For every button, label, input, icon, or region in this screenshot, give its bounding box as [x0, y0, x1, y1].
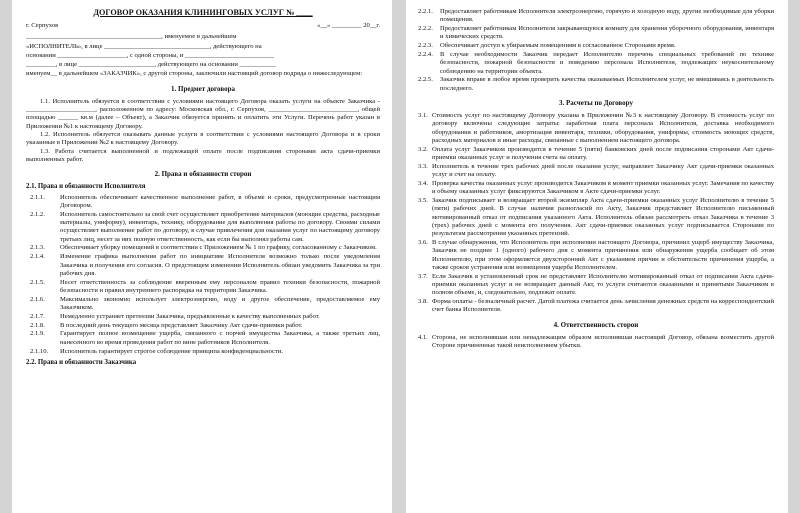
clause-text: Исполнитель гарантирует строгое соблюдение принципа конфиденциальности.	[60, 347, 284, 355]
clause-item	[418, 180, 774, 197]
clause-item	[418, 197, 774, 238]
city: г. Серпухов	[26, 22, 59, 29]
document-page-right	[406, 0, 788, 513]
clause-list-3	[418, 112, 774, 315]
clause-item	[26, 253, 380, 278]
clause-item	[26, 322, 380, 330]
clause-text: В случае необходимости Заказчик передает Исполнителю перечень специальных требований по технике безопасности, пожарной безопасности и поведению персонала Исполнителя, подлежащих неукоснительному соблюдению на территории объекта.	[440, 50, 774, 75]
subsection-2-2-heading: 2.2. Права и обязанности Заказчика	[26, 358, 137, 366]
clause-1-3: 1.3. Работа считается выполненной и подлежащей оплате после подписания сторонами акта сдачи-приемки выполненных работ.	[26, 147, 380, 163]
clause-number: 3.4.	[418, 179, 428, 187]
clause-number: 2.1.3.	[30, 244, 45, 252]
clause-number: 2.1.9.	[30, 330, 45, 338]
clause-number: 2.1.4.	[30, 253, 45, 261]
clause-text: Исполнитель в течение трех рабочих дней после оказания услуг, направляет Заказчику Акт сдачи-приемки оказанных услуг и счет на оплату.	[432, 162, 774, 179]
clause-list-4	[418, 334, 774, 351]
clause-number: 4.1.	[418, 333, 428, 341]
parties-line-4: _________, в лице _______________________, действующего на основании ___________	[26, 61, 276, 69]
clause-item	[418, 76, 774, 93]
clause-text: В последний день текущего месяца представляет Заказчику Акт сдачи-приемки работ.	[60, 321, 303, 329]
clause-number: 3.7.	[418, 272, 428, 280]
clause-text: Несет ответственность за соблюдение вверенным ему персоналом правил техники безопасности, пожарной безопасности и правил внутреннего распорядка на территории Заказчика.	[60, 278, 380, 294]
clause-number: 2.1.2.	[30, 210, 45, 218]
parties-line-1: _________________________________________, именуемое в дальнейшем	[26, 33, 237, 41]
clause-text: Исполнитель самостоятельно за свой счет осуществляет приобретение материалов (моющие средства, расходные материалы, униформу), инвентарь, технику, оборудование для выполнения работы по договору. Своими силами осуществляет выполнение работ по договору, в случае привлечения для оказания услуг по настоящему договору третьих лиц, несет за них полную ответственность, как если бы выполнял работы сам.	[60, 210, 380, 243]
clause-text: Заказчик подписывает и возвращает второй экземпляр Акта сдачи-приемки оказанных услуг Исполнителю в течение 5 (пяти) рабочих дней. В случае наличия разногласий по Акту, Заказчик представляет Исполнителю письменный мотивированный отказ от подписания указанного Акта. Исполнитель обязан рассмотреть отказ Заказчика в течение 3 (трех) рабочих дней с момента его получения. Акт сдачи-приемки оказанных услуг подписывается Сторонами по результатам рассмотрения указанных претензий.	[432, 196, 774, 238]
clause-item	[26, 296, 380, 313]
clause-number: 2.2.5.	[418, 76, 433, 84]
clause-number: 2.1.1.	[30, 193, 45, 201]
clause-item	[26, 194, 380, 211]
clause-text: Немедленно устраняет претензии Заказчика, предъявленные к качеству выполненных работ.	[60, 312, 320, 320]
clause-text: Проверка качества оказанных услуг производится Заказчиком в момент приемки оказанных услуг. Замечания по качеству и объему оказанных услуг фиксируются Заказчиком в Акте сдачи-приемки услуг.	[432, 179, 774, 196]
clause-number: 2.2.4.	[418, 50, 433, 58]
clause-number: 3.8.	[418, 298, 428, 305]
clause-number: 2.1.6.	[30, 295, 45, 303]
clause-text: Обеспечивает уборку помещений в соответствии с Приложением № 1 по графику, согласованному с Заказчиком.	[60, 244, 377, 252]
clause-number: 2.1.10.	[30, 347, 49, 355]
clause-text: Изменение графика выполнения работ по инициативе Исполнителя возможно только после уведомления Заказчика и получения его согласия. О предстоящем изменении Исполнитель обязан уведомить Заказчика за три рабочих дня.	[60, 253, 380, 277]
parties-line-3: основании _____________________, с одной стороны, и ___________________________	[26, 51, 275, 59]
clause-text: Предоставляет работникам Исполнителя закрывающуюся комнату для хранения уборочного оборудования, инвентаря и химических средств.	[440, 25, 774, 41]
clause-number: 2.1.7.	[30, 312, 45, 320]
clause-text: Форма оплаты - безналичный расчет. Датой платежа считается день зачисления денежных средств на корреспондентский счет банка Исполнителя.	[432, 298, 774, 314]
clause-text: Оплата услуг Заказчиком производится в течение 5 (пяти) банковских дней после подписания сторонами Акт сдачи-приемки оказанных услуг и получения счета на оплату.	[432, 145, 774, 161]
clause-number: 3.5.	[418, 196, 428, 204]
clause-item	[418, 42, 774, 50]
clause-item	[26, 244, 380, 252]
contract-title: ДОГОВОР ОКАЗАНИЯ КЛИНИНГОВЫХ УСЛУГ № ____	[93, 8, 313, 17]
clause-text: Максимально экономно использует электроэнергию, воду и другое обеспечение, предоставляемое ему Заказчиком.	[60, 295, 380, 312]
clause-1-2: 1.2. Исполнитель обязуется оказывать данные услуги в соответствии с условиями настоящего Договора и в сроки указанные в Приложении №2 к настоящему Договору.	[26, 130, 380, 147]
section-2-heading: 2. Права и обязанности сторон	[154, 170, 252, 179]
clause-item	[26, 348, 380, 356]
clause-item	[418, 51, 774, 76]
clause-text: Заказчик вправе в любое время проверить качества оказываемых Исполнителем услуг, не вмешиваясь в деятельность последнего.	[440, 76, 774, 92]
clause-item	[26, 330, 380, 347]
clause-number: 3.2.	[418, 145, 428, 153]
clause-item	[418, 163, 774, 180]
clause-item	[418, 273, 774, 298]
clause-item	[26, 313, 380, 321]
clause-text: Обеспечивает доступ к убираемым помещениям в согласованное Сторонами время.	[440, 42, 676, 50]
clause-item	[418, 334, 774, 351]
city-date-row	[26, 22, 380, 30]
section-4-heading: 4. Ответственность сторон	[553, 320, 639, 329]
clause-text: Гарантирует полное возмещение ущерба, связанного с порчей имущества Заказчика, а также третьих лиц, нанесенного во время проведения работ по вине работников Исполнителя.	[60, 330, 380, 346]
clause-number: 3.1.	[418, 111, 428, 119]
clause-list-2-2	[418, 8, 774, 93]
clause-item	[418, 239, 774, 272]
clause-item	[26, 211, 380, 244]
clause-item	[26, 279, 380, 296]
clause-text: Стоимость услуг по настоящему Договору указана в Приложении №3 к настоящему Договору. В стоимость услуг по договору включены следующие затраты: заработная плата персонала Исполнителя, доставка необходимого оборудования и работников, амортизация инвентаря, техники, оборудования, униформы, стоимость моющих средств, расходных материалов и иные расходы, связанные с выполнением настоящего договора.	[432, 111, 774, 144]
document-page-left	[12, 0, 392, 513]
clause-number: 3.6.	[418, 238, 428, 246]
clause-number: 2.2.3.	[418, 42, 433, 50]
clause-text: Сторона, не исполнившая или ненадлежащим образом исполнившая настоящий Договор, обязана возместить другой Стороне причиненные такой неисполнением убытки.	[432, 333, 774, 349]
clause-list-2-1	[26, 194, 380, 356]
clause-item	[418, 146, 774, 163]
parties-line-5: именуем__ в дальнейшем «ЗАКАЗЧИК», с другой стороны, заключили настоящий договор подряда о нижеследующем:	[26, 70, 363, 78]
clause-1-1: 1.1. Исполнитель обязуется в соответствии с условиями настоящего Договора оказать услуги на объекте Заказчика - _____________________, расположенном по адресу: Московская обл., г. Серпухов, ___________________________, общей площадью ______ кв.м (далее – Объект), а Заказчик обязуется принять и оплатить эти Услуги. Перечень работ указан в Приложении №1 к настоящему Договору.	[26, 97, 380, 130]
clause-text: Если Заказчик в установленный срок не представляет Исполнителю мотивированный отказ от подписания Акта сдачи-приемки оказанных услуг и не возвращает данный Акт, то услуги считаются оказанными и принятыми Заказчиком в полном объеме, и, следовательно, подлежат оплате.	[432, 272, 774, 297]
section-1-heading: 1. Предмет договора	[171, 84, 235, 93]
subsection-2-1-heading: 2.1. Права и обязанности Исполнителя	[26, 183, 146, 191]
clause-item	[418, 298, 774, 315]
clause-text: В случае обнаружения, что Исполнитель при исполнении настоящего Договора, причинил ущерб имуществу Заказчика, Заказчик не позднее 1 (одного) рабочего дня с момента причинения или обнаружения ущерба сообщает об этом Исполнителю, при этом оформляется двухсторонний Акт с указанием причин и обстоятельств причинения ущерба, а также сроков устранения или возмещения ущерба Исполнителем.	[432, 238, 774, 271]
clause-number: 2.1.5.	[30, 278, 45, 286]
clause-number: 3.3.	[418, 162, 428, 170]
date-field: «__» _________ 20__г.	[317, 22, 380, 29]
clause-item	[418, 25, 774, 42]
clause-item	[418, 112, 774, 145]
clause-number: 2.1.8.	[30, 321, 45, 329]
clause-number: 2.2.2.	[418, 25, 433, 33]
clause-item	[418, 8, 774, 25]
clause-number: 2.2.1.	[418, 8, 433, 15]
clause-text: Предоставляет работникам Исполнителя электроэнергию, горячую и холодную воду, другие необходимые для уборки помещения.	[440, 8, 774, 24]
clause-text: Исполнитель обеспечивает качественное выполнение работ, в объеме и сроки, предусмотренные настоящим Договором.	[60, 193, 380, 209]
section-3-heading: 3. Расчеты по Договору	[559, 98, 633, 107]
parties-line-2: «ИСПОЛНИТЕЛЬ», в лице ________________________________, действующего на	[26, 42, 262, 50]
